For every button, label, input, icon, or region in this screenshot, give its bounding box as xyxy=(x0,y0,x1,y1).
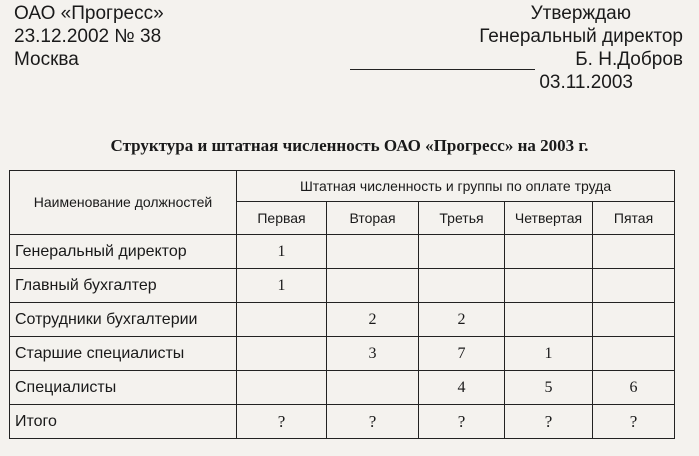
total-value: ? xyxy=(237,405,327,439)
city: Москва xyxy=(14,49,79,70)
table-row xyxy=(10,235,675,269)
value-cell xyxy=(237,337,327,371)
value-cell: 1 xyxy=(237,235,327,269)
value-cell xyxy=(327,269,419,303)
table-row xyxy=(10,269,675,303)
value-cell: 1 xyxy=(505,337,593,371)
position-name: Генеральный директор xyxy=(10,235,237,269)
total-row xyxy=(10,405,675,439)
value-cell xyxy=(593,269,675,303)
position-name: Сотрудники бухгалтерии xyxy=(10,303,237,337)
column-header: Третья xyxy=(419,202,505,235)
value-cell: 2 xyxy=(419,303,505,337)
table-header-row xyxy=(10,171,675,202)
position-name: Главный бухгалтер xyxy=(10,269,237,303)
column-header: Первая xyxy=(237,202,327,235)
table-row xyxy=(10,337,675,371)
approver-position: Генеральный директор xyxy=(479,26,683,47)
column-header: Четвертая xyxy=(505,202,593,235)
value-cell xyxy=(237,303,327,337)
total-value: ? xyxy=(327,405,419,439)
value-cell xyxy=(505,269,593,303)
table-row xyxy=(10,303,675,337)
staff-table xyxy=(9,170,675,439)
value-cell xyxy=(419,269,505,303)
position-name: Старшие специалисты xyxy=(10,337,237,371)
column-header: Вторая xyxy=(327,202,419,235)
signature-row xyxy=(479,48,683,71)
header-left xyxy=(14,2,164,71)
value-cell: 1 xyxy=(237,269,327,303)
value-cell xyxy=(237,371,327,405)
value-cell: 2 xyxy=(327,303,419,337)
value-cell: 4 xyxy=(419,371,505,405)
table-row xyxy=(10,371,675,405)
value-cell xyxy=(593,235,675,269)
value-cell xyxy=(327,371,419,405)
value-cell xyxy=(593,337,675,371)
total-label: Итого xyxy=(10,405,237,439)
column-header: Пятая xyxy=(593,202,675,235)
value-cell: 5 xyxy=(505,371,593,405)
position-name: Специалисты xyxy=(10,371,237,405)
value-cell xyxy=(327,235,419,269)
value-cell xyxy=(593,303,675,337)
approve-label: Утверждаю xyxy=(530,3,631,24)
signer-name: Б. Н.Добров xyxy=(575,49,683,70)
total-value: ? xyxy=(419,405,505,439)
total-value: ? xyxy=(593,405,675,439)
approval-block xyxy=(479,2,683,94)
value-cell: 6 xyxy=(593,371,675,405)
document-date-number: 23.12.2002 № 38 xyxy=(14,26,162,47)
value-cell: 7 xyxy=(419,337,505,371)
value-cell xyxy=(419,235,505,269)
company-name: ОАО «Прогресс» xyxy=(14,3,164,24)
total-value: ? xyxy=(505,405,593,439)
value-cell: 3 xyxy=(327,337,419,371)
approval-date: 03.11.2003 xyxy=(539,72,633,93)
position-name-header: Наименование должностей xyxy=(10,171,237,235)
value-cell xyxy=(505,303,593,337)
document-title: Структура и штатная численность ОАО «Прогресс» на 2003 г. xyxy=(110,136,589,155)
group-header: Штатная численность и группы по оплате труда xyxy=(237,171,675,202)
value-cell xyxy=(505,235,593,269)
signature-line xyxy=(350,69,535,70)
